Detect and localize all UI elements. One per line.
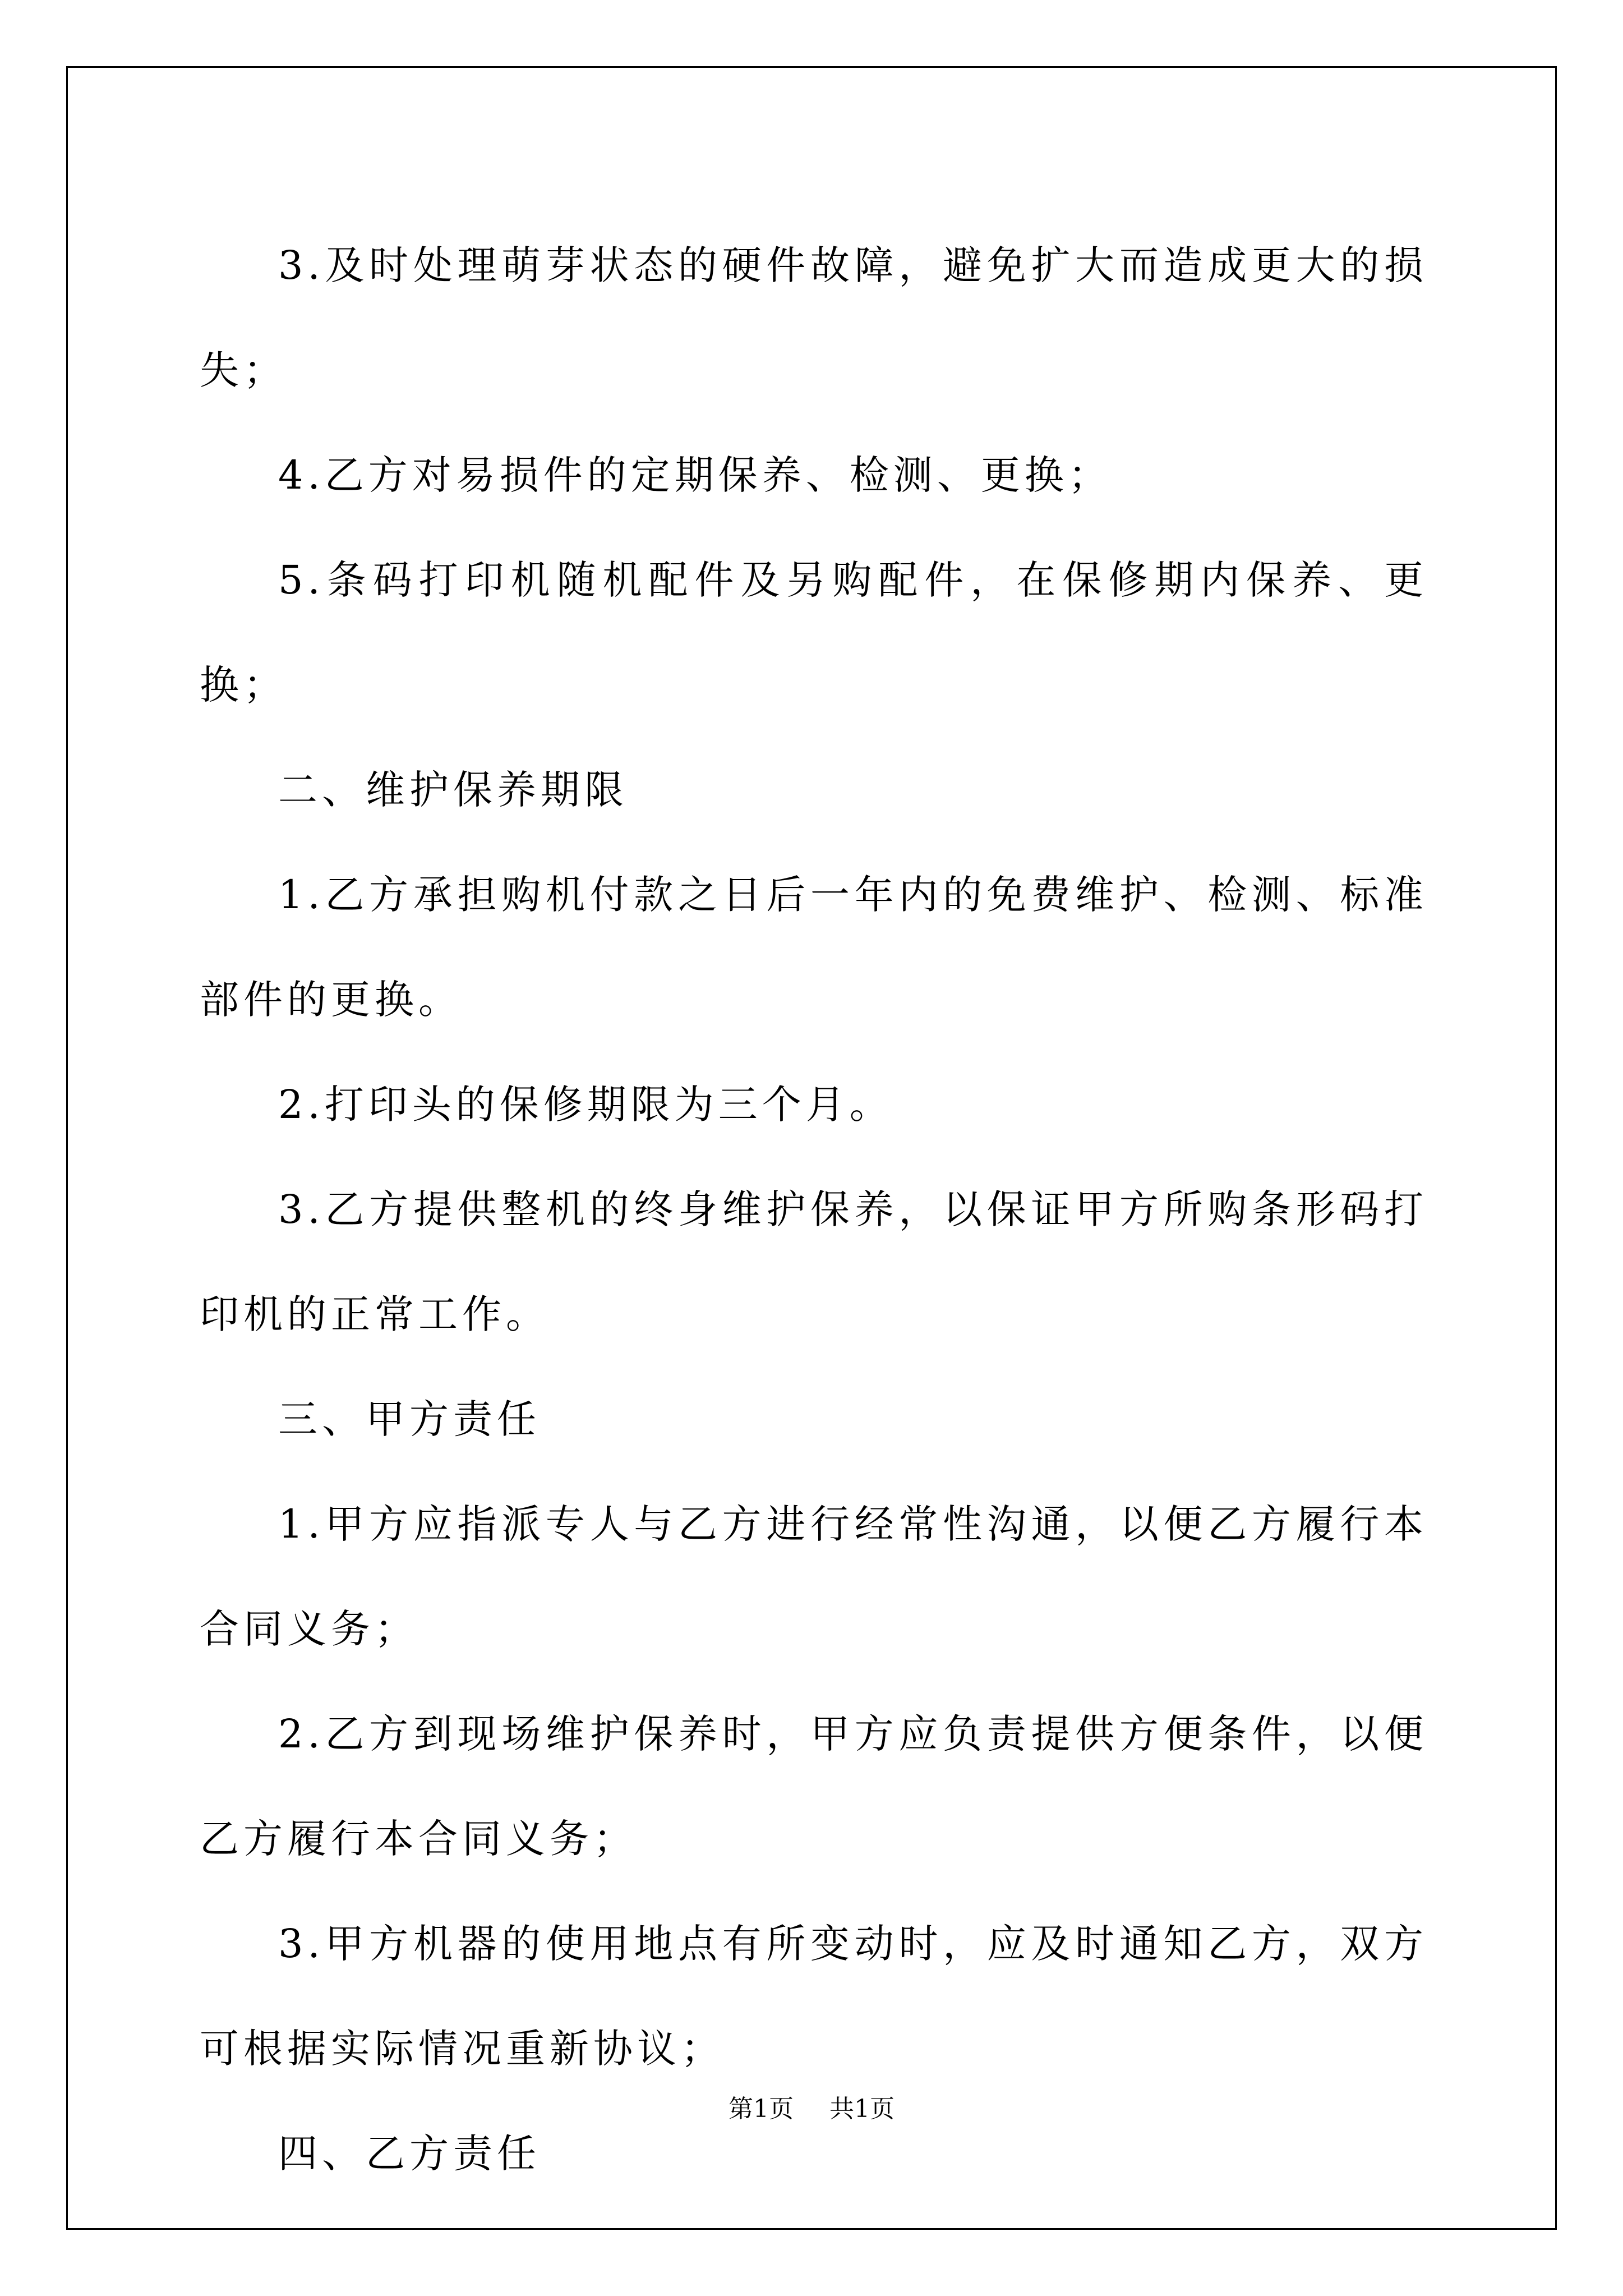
paragraph: 5.条码打印机随机配件及另购配件，在保修期内保养、更换；: [200, 557, 1428, 708]
page-total: 共1页: [829, 2095, 895, 2123]
paragraph: 3.乙方提供整机的终身维护保养，以保证甲方所购条形码打印机的正常工作。: [200, 1186, 1428, 1337]
paragraph: 4.乙方对易损件的定期保养、检测、更换；: [278, 452, 1112, 498]
document-body: [200, 213, 1428, 2206]
paragraph: 3.及时处理萌芽状态的硬件故障，避免扩大而造成更大的损失；: [200, 242, 1428, 393]
paragraph: 1.甲方应指派专人与乙方进行经常性沟通，以便乙方履行本合同义务；: [200, 1501, 1428, 1652]
section-heading: 三、甲方责任: [278, 1396, 541, 1442]
page-footer: [0, 2092, 1623, 2126]
paragraph: 3.甲方机器的使用地点有所变动时，应及时通知乙方，双方可根据实际情况重新协议；: [200, 1921, 1428, 2072]
paragraph: 2.打印头的保修期限为三个月。: [278, 1082, 893, 1128]
paragraph: 1.乙方承担购机付款之日后一年内的免费维护、检测、标准部件的更换。: [200, 872, 1428, 1023]
section-heading: 二、维护保养期限: [278, 767, 628, 813]
section-heading: 四、乙方责任: [278, 2131, 541, 2177]
page-number: 第1页: [728, 2095, 794, 2123]
paragraph: 2.乙方到现场维护保养时，甲方应负责提供方便条件，以便乙方履行本合同义务；: [200, 1711, 1428, 1862]
